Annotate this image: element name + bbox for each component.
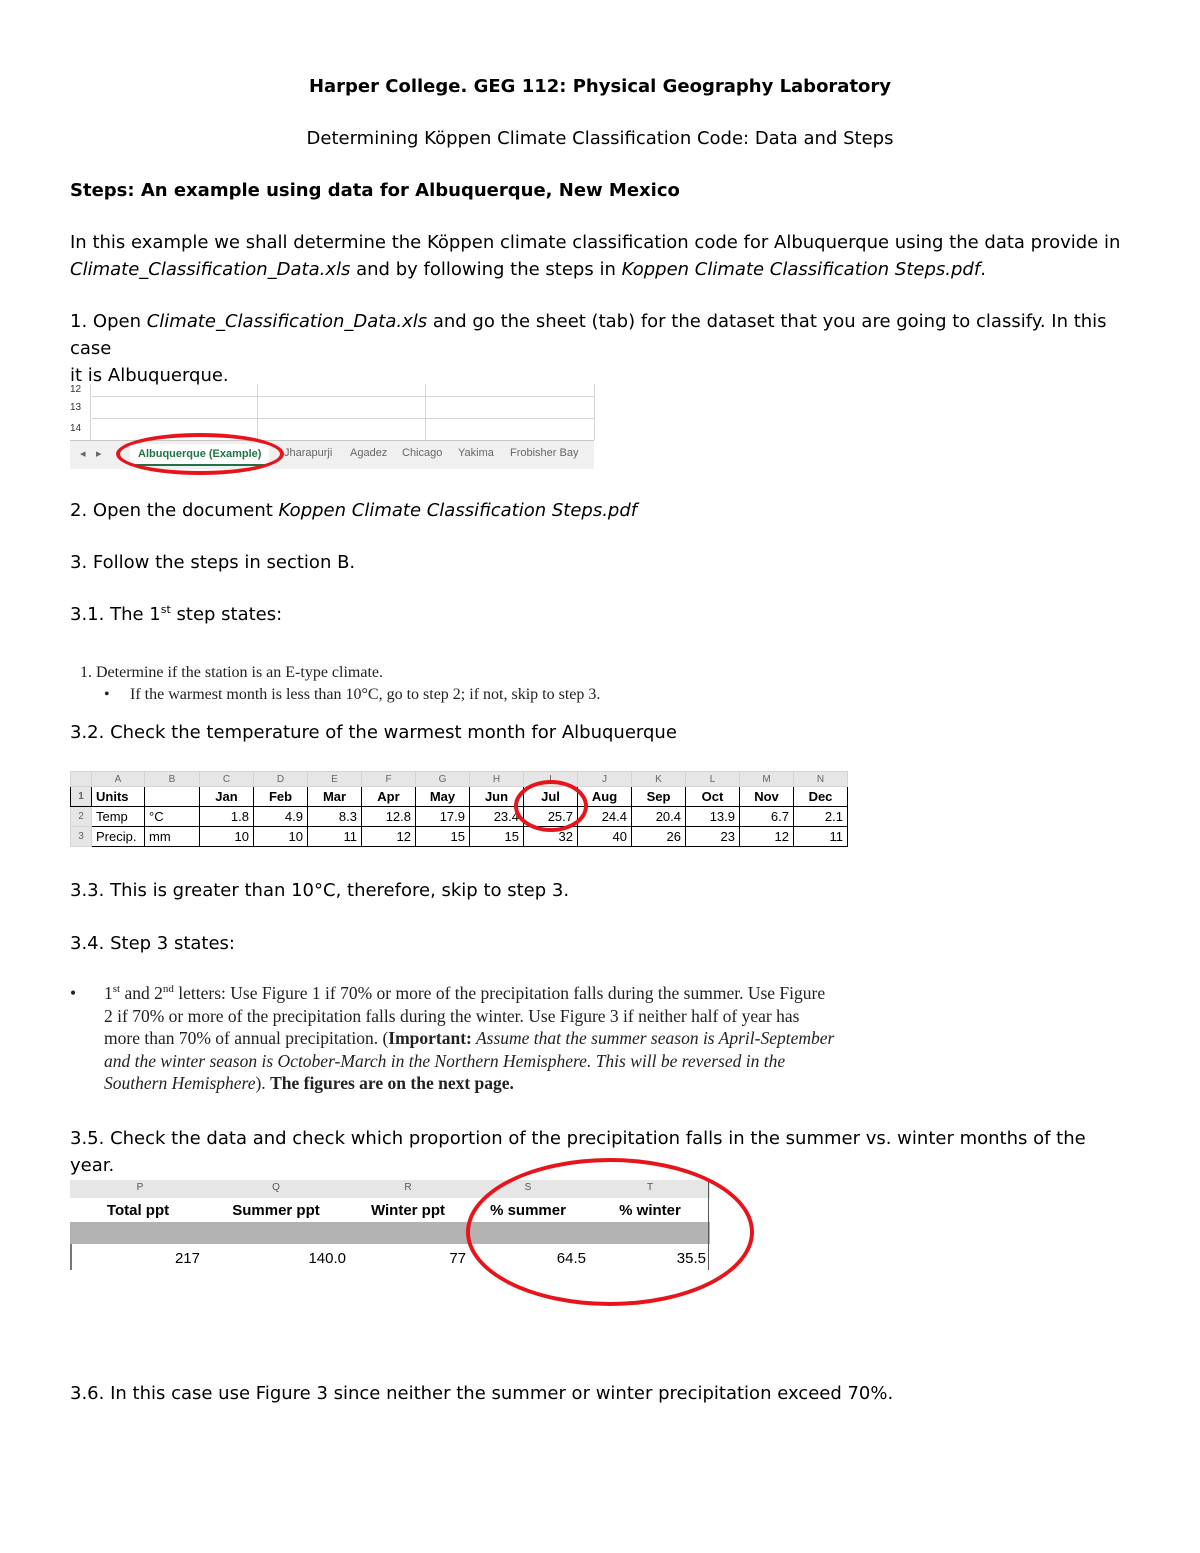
header-cell (145, 787, 200, 807)
header-cell: Jun (470, 787, 524, 807)
intro-text-c: . (980, 259, 986, 280)
quote-line-1: 1. Determine if the station is an E-type climate. (80, 664, 384, 681)
col-letter: H (470, 772, 524, 787)
bullet-icon: • (70, 983, 77, 1003)
quote-text: ). (255, 1073, 271, 1094)
header-cell: Mar (308, 787, 362, 807)
temp-row (71, 807, 848, 827)
col-letter: Q (272, 1182, 280, 1193)
quote-sup: nd (162, 983, 174, 996)
step-2 (70, 497, 1130, 524)
column-letters-row (71, 772, 848, 787)
sheet-grid (70, 384, 595, 440)
row-number: 3 (71, 827, 92, 847)
document-title: Harper College. GEG 112: Physical Geography Laboratory (308, 76, 892, 97)
step-3-2 (70, 719, 1130, 746)
col-letter: A (92, 772, 145, 787)
header-row (71, 787, 848, 807)
step-3 (70, 549, 1130, 576)
temp-value: 2.1 (794, 807, 848, 827)
quote-line: 2 if 70% or more of the precipitation falls during the winter. Use Figure 3 if neither half of year has (104, 1005, 800, 1026)
header-cell: Jan (200, 787, 254, 807)
value-cell: 217 (174, 1250, 200, 1267)
temp-value: 12.8 (362, 807, 416, 827)
step-3-4-text: Step 3 states: (104, 933, 235, 954)
col-letter: G (416, 772, 470, 787)
row-number: 1 (71, 787, 92, 807)
quote-italic: Southern Hemisphere (104, 1073, 256, 1094)
col-letter: R (404, 1182, 412, 1193)
col-letter: P (136, 1182, 144, 1193)
col-letter: L (686, 772, 740, 787)
sheet-tab-chicago[interactable]: Chicago (402, 447, 443, 459)
temp-value: 25.7 (524, 807, 578, 827)
col-letter: B (145, 772, 200, 787)
precip-value: 10 (200, 827, 254, 847)
quote-italic: and the winter season is October-March in the Northern Hemisphere. This will be reversed in the (104, 1050, 786, 1071)
col-letter: K (632, 772, 686, 787)
steps-heading: Steps: An example using data for Albuquerque, New Mexico (70, 180, 680, 201)
highlight-circle (116, 433, 284, 475)
header-cell: % winter (619, 1202, 681, 1219)
sheet-tab-yakima[interactable]: Yakima (458, 447, 494, 459)
intro-text-b: and by following the steps in (350, 259, 622, 280)
quote-text: letters: Use Figure 1 if 70% or more of the precipitation falls during the summer. Use Figure (173, 983, 826, 1003)
precip-value: 15 (470, 827, 524, 847)
step-1 (70, 308, 1130, 389)
quote-text: more than 70% of annual precipitation. ( (104, 1028, 389, 1049)
precip-value: 40 (578, 827, 632, 847)
highlight-circle (514, 780, 588, 832)
precip-value: 12 (740, 827, 794, 847)
corner-cell (71, 772, 92, 787)
row-number: 12 (70, 384, 82, 395)
header-cell: Feb (254, 787, 308, 807)
sheet-tab-albuquerque[interactable]: Albuquerque (Example) (130, 444, 269, 466)
quote-line (104, 1050, 950, 1073)
precip-unit: mm (145, 827, 200, 847)
temp-value: 8.3 (308, 807, 362, 827)
intro-file-data: Climate_Classification_Data.xls (70, 259, 351, 280)
temp-value: 13.9 (686, 807, 740, 827)
step-3-5-text: Check the data and check which proportion of the precipitation falls in the summer vs. winter months of the year. (70, 1128, 1086, 1176)
step-3-4 (70, 930, 1130, 957)
precip-value: 12 (362, 827, 416, 847)
step-3-2-number: 3.2. (70, 722, 105, 743)
quote-line-2: If the warmest month is less than 10°C, go to step 2; if not, skip to step 3. (130, 686, 601, 703)
step-3-2-text: Check the temperature of the warmest month for Albuquerque (104, 722, 677, 743)
col-letter: E (308, 772, 362, 787)
step-1-text-a: Open (87, 311, 147, 332)
quote-line (104, 982, 950, 1005)
precip-value: 11 (794, 827, 848, 847)
temp-label: Temp (92, 807, 145, 827)
row-number: 2 (71, 807, 92, 827)
scroll-left-icon[interactable]: ◂ (80, 448, 86, 460)
quote-text: and 2 (120, 983, 163, 1003)
step-1-number: 1. (70, 311, 88, 332)
step-3-number: 3. (70, 552, 88, 573)
header-cell: Winter ppt (370, 1202, 446, 1219)
step-3-4-number: 3.4. (70, 933, 105, 954)
temp-value: 4.9 (254, 807, 308, 827)
temp-value: 24.4 (578, 807, 632, 827)
climate-data-table (70, 771, 848, 847)
header-cell: % summer (490, 1202, 566, 1219)
quote-text: 1 (104, 983, 113, 1003)
sheet-tab-frobisher[interactable]: Frobisher Bay (510, 447, 579, 459)
row-number: 14 (70, 423, 82, 434)
left-border (70, 1244, 72, 1270)
col-letter: C (200, 772, 254, 787)
col-letter: F (362, 772, 416, 787)
quote-bullet (80, 684, 880, 706)
header-cell: Summer ppt (232, 1202, 320, 1219)
value-cell: 35.5 (676, 1250, 706, 1267)
temp-value: 17.9 (416, 807, 470, 827)
quote-bold: The figures are on the next page. (270, 1073, 514, 1094)
step-3-6-number: 3.6. (70, 1383, 105, 1404)
quote-sup: st (112, 983, 121, 996)
step-2-file: Koppen Climate Classification Steps.pdf (278, 500, 638, 521)
intro-file-steps: Koppen Climate Classification Steps.pdf (621, 259, 981, 280)
temp-value: 23.4 (470, 807, 524, 827)
step-3-3-number: 3.3. (70, 880, 105, 901)
col-letter: S (524, 1182, 532, 1193)
quote-bold: Important: (388, 1028, 472, 1049)
value-cell: 64.5 (556, 1250, 586, 1267)
col-letter: N (794, 772, 848, 787)
header-cell: Jul (524, 787, 578, 807)
intro-paragraph (70, 229, 1130, 283)
step-3-1-number: 3.1. (70, 604, 105, 625)
quote-line (104, 1072, 950, 1095)
step-3-1-text-a: The 1 (104, 604, 161, 625)
value-cell: 140.0 (308, 1250, 346, 1267)
step-3-3-text: This is greater than 10°C, therefore, skip to step 3. (104, 880, 570, 901)
sheet-tab-agadez[interactable]: Agadez (350, 447, 388, 459)
precip-value: 10 (254, 827, 308, 847)
step-3-3 (70, 877, 1130, 904)
step-1-quote (80, 662, 880, 706)
temp-value: 20.4 (632, 807, 686, 827)
value-cell: 77 (449, 1250, 466, 1267)
header-cell: Nov (740, 787, 794, 807)
step-1-text-b: and go the sheet (tab) for the dataset that you are going to classify. In this case (70, 311, 1107, 359)
precip-value: 11 (308, 827, 362, 847)
quote-body (70, 982, 950, 1095)
header-cell: Dec (794, 787, 848, 807)
row-number: 13 (70, 402, 82, 413)
quote-italic: Assume that the summer season is April-September (471, 1028, 835, 1049)
header-cell: Oct (686, 787, 740, 807)
step-3-1-sup: st (160, 603, 171, 616)
header-cell: Units (92, 787, 145, 807)
step-1-text-c: it is Albuquerque. (70, 365, 229, 386)
col-letter: D (254, 772, 308, 787)
step-3-quote (70, 982, 950, 1095)
step-3-1 (70, 601, 1130, 628)
header-cell: Apr (362, 787, 416, 807)
scroll-right-icon[interactable]: ▸ (96, 448, 102, 460)
step-3-text: Follow the steps in section B. (87, 552, 356, 573)
precip-row (71, 827, 848, 847)
col-letter: J (578, 772, 632, 787)
header-cell: Sep (632, 787, 686, 807)
col-letter: I (524, 772, 578, 787)
step-3-1-text-b: step states: (170, 604, 283, 625)
sheet-tab-2[interactable]: Jharapurji (284, 447, 333, 459)
precip-label: Precip. (92, 827, 145, 847)
step-2-text: Open the document (87, 500, 279, 521)
step-1-file: Climate_Classification_Data.xls (146, 311, 428, 332)
precip-value: 32 (524, 827, 578, 847)
highlight-circle (466, 1158, 754, 1306)
step-3-6 (70, 1380, 1130, 1407)
precip-value: 15 (416, 827, 470, 847)
precip-value: 26 (632, 827, 686, 847)
temp-value: 1.8 (200, 807, 254, 827)
step-3-6-text: In this case use Figure 3 since neither the summer or winter precipitation exceed 70%. (104, 1383, 894, 1404)
step-3-5-number: 3.5. (70, 1128, 105, 1149)
document-subtitle: Determining Köppen Climate Classification Code: Data and Steps (306, 128, 894, 149)
header-cell: Aug (578, 787, 632, 807)
header-cell: May (416, 787, 470, 807)
temp-value: 6.7 (740, 807, 794, 827)
precip-value: 23 (686, 827, 740, 847)
bullet-icon: • (104, 686, 110, 703)
step-2-number: 2. (70, 500, 88, 521)
header-cell: Total ppt (106, 1202, 170, 1219)
col-letter: M (740, 772, 794, 787)
temp-unit: °C (145, 807, 200, 827)
quote-line (104, 1027, 950, 1050)
intro-text-a: In this example we shall determine the Köppen climate classification code for Albuquerque using the data provide in (70, 232, 1121, 253)
col-letter: T (646, 1182, 654, 1193)
